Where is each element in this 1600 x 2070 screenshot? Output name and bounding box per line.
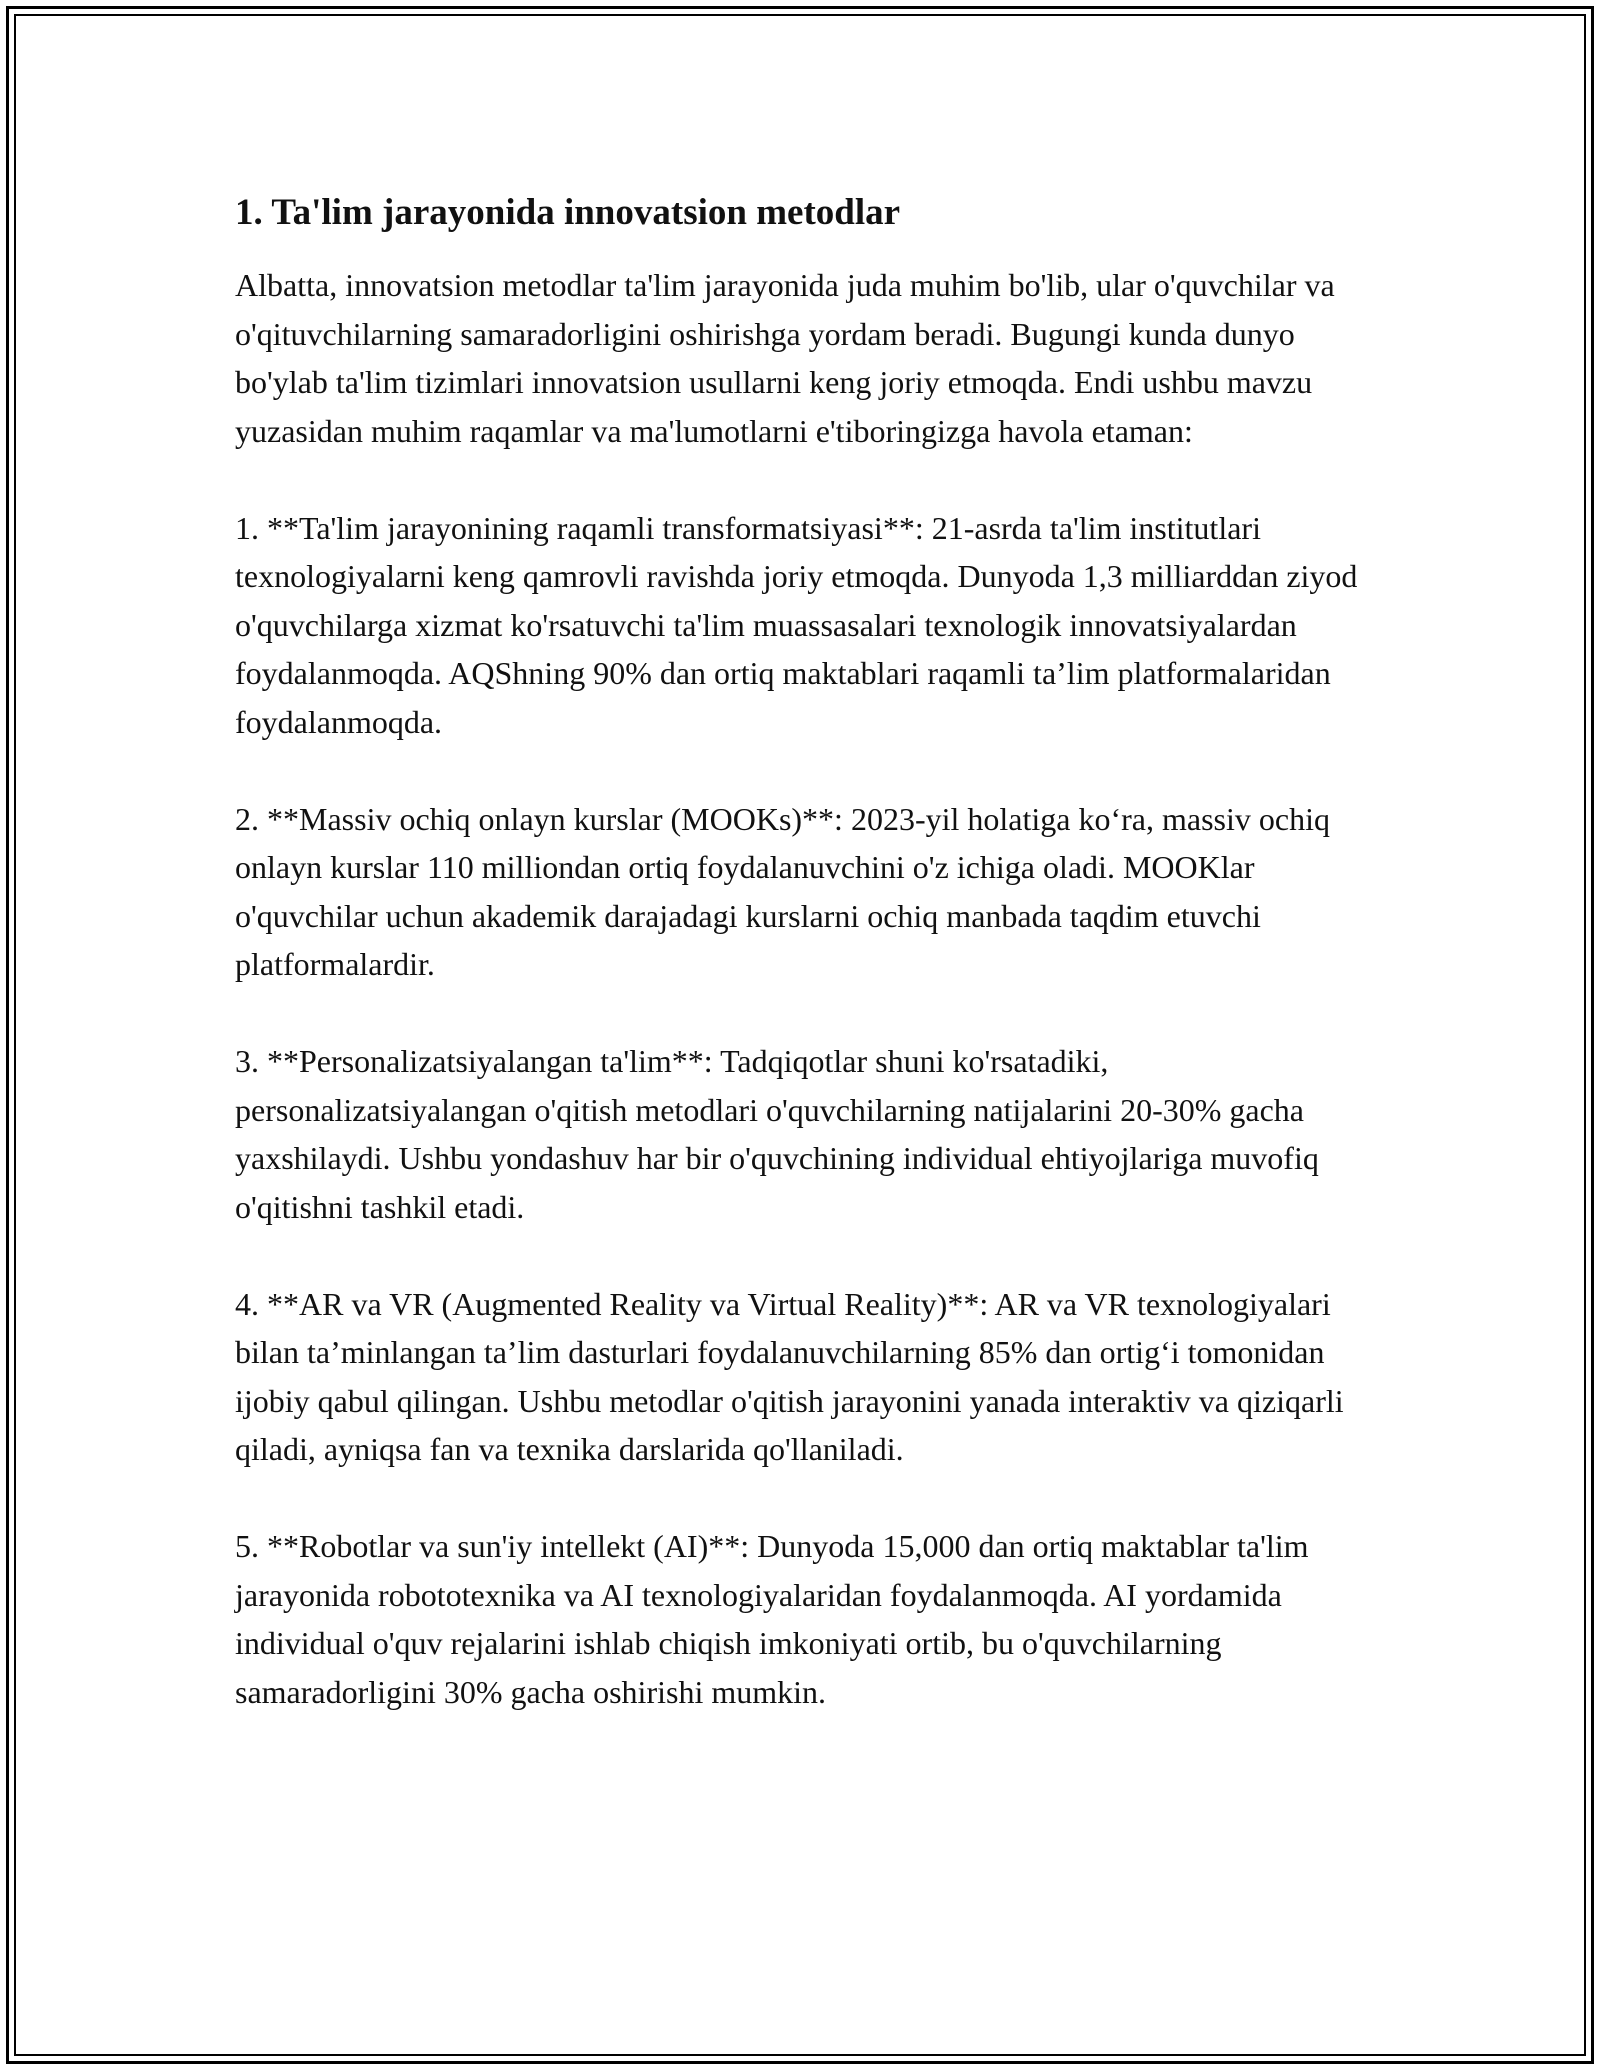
list-item: 4. **AR va VR (Augmented Reality va Virtual Reality)**: AR va VR texnologiyalari bilan ta’minlangan ta’lim dasturlari foydalanuvchilarning 85% dan ortig‘i tomonidan ijobiy qabul qilingan. Ushbu metodlar o'qitish jarayonini yanada interaktiv va qiziqarli qiladi, ayniqsa fan va texnika darslarida qo'llaniladi. — [235, 1285, 1344, 1467]
list-item: 2. **Massiv ochiq onlayn kurslar (MOOKs)**: 2023-yil holatiga ko‘ra, massiv ochiq onlayn kurslar 110 milliondan ortiq foydalanuvchini o'z ichiga oladi. MOOKlar o'quvchilar uchun akademik darajadagi kurslarni ochiq manbada taqdim etuvchi platformalardir. — [235, 800, 1330, 982]
list-item: 5. **Robotlar va sun'iy intellekt (AI)**: Dunyoda 15,000 dan ortiq maktablar ta'lim jarayonida robototexnika va AI texnologiyalaridan foydalanmoqda. AI yordamida individual o'quv rejalarini ishlab chiqish imkoniyati ortib, bu o'quvchilarning samaradorligini 30% gacha oshirishi mumkin. — [235, 1528, 1309, 1710]
list-item: 1. **Ta'lim jarayonining raqamli transformatsiyasi**: 21-asrda ta'lim institutlari texnologiyalarni keng qamrovli ravishda joriy etmoqda. Dunyoda 1,3 milliarddan ziyod o'quvchilarga xizmat ko'rsatuvchi ta'lim muassasalari texnologik innovatsiyalardan foydalanmoqda. AQShning 90% dan ortiq maktablari raqamli ta’lim platformalaridan foydalanmoqda. — [235, 509, 1358, 740]
list-item: 3. **Personalizatsiyalangan ta'lim**: Tadqiqotlar shuni ko'rsatadiki, personalizatsiyalangan o'qitish metodlari o'quvchilarning natijalarini 20-30% gacha yaxshilaydi. Ushbu yondashuv har bir o'quvchining individual ehtiyojlariga muvofiq o'qitishni tashkil etadi. — [235, 1043, 1319, 1225]
intro-paragraph: Albatta, innovatsion metodlar ta'lim jarayonida juda muhim bo'lib, ular o'quvchilar va o'qituvchilarning samaradorligini oshirishga yordam beradi. Bugungi kunda dunyo bo'ylab ta'lim tizimlari innovatsion usullarni keng joriy etmoqda. Endi ushbu mavzu yuzasidan muhim raqamlar va ma'lumotlarni e'tiboringizga havola etaman: — [235, 267, 1335, 449]
document-body — [235, 187, 1375, 1765]
document-title: 1. Ta'lim jarayonida innovatsion metodlar — [235, 192, 901, 233]
